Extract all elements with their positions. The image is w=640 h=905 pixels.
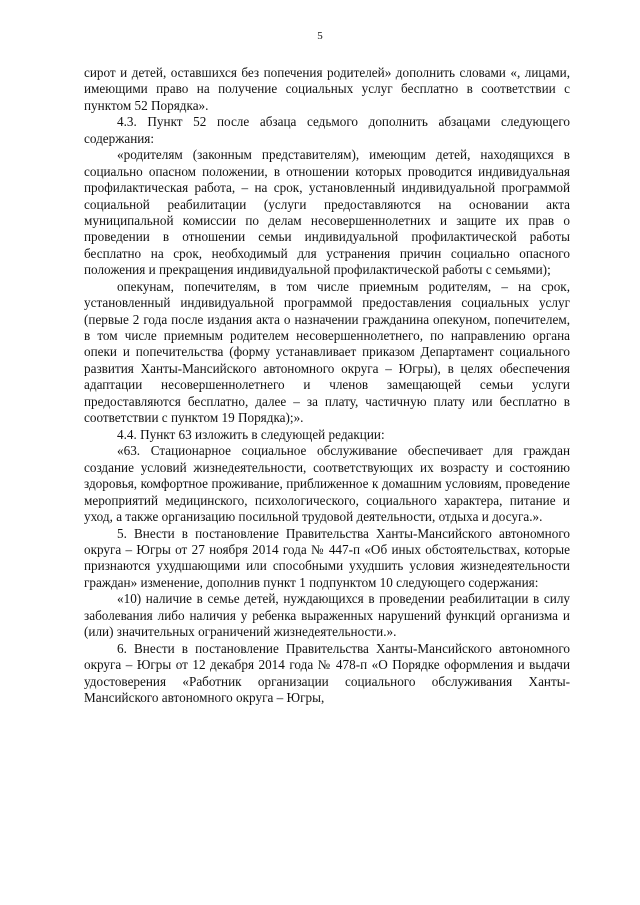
paragraph-4-3: 4.3. Пункт 52 после абзаца седьмого дополнить абзацами следующего содержания: xyxy=(84,114,570,146)
paragraph-10: «10) наличие в семье детей, нуждающихся в проведении реабилитации в силу заболевания либо наличия у ребенка выраженных нарушений функций организма и (или) значительных ограничений жизнедеятельности.». xyxy=(84,591,570,640)
document-body xyxy=(84,65,570,707)
paragraph-guardians: опекунам, попечителям, в том числе приемным родителям, – на срок, установленный индивидуальной программой предоставления социальных услуг (первые 2 года после издания акта о назначении гражданина опекуном, попечителем, в том числе приемным родителем несовершеннолетнего, по направлению органа опеки и попечительства (форму устанавливает приказом Департамент социального развития Ханты-Мансийского автономного округа – Югры), в целях обеспечения адаптации несовершеннолетнего и членов замещающей семьи услуги предоставляются бесплатно, далее – за плату, частичную плату или бесплатно в соответствии с пунктом 19 Порядка);». xyxy=(84,278,570,426)
paragraph-6: 6. Внести в постановление Правительства Ханты-Мансийского автономного округа – Югры от 12 декабря 2014 года № 478-п «О Порядке оформления и выдачи удостоверения «Работник организации социального обслуживания Ханты-Мансийского автономного округа – Югры, xyxy=(84,640,570,705)
page-number: 5 xyxy=(317,30,323,42)
paragraph-63: «63. Стационарное социальное обслуживание обеспечивает для граждан создание условий жизнедеятельности, соответствующих их возрасту и состоянию здоровья, комфортное проживание, приближенное к домашним условиям, проведение мероприятий медицинского, психологического, социального характера, питание и уход, а также организацию посильной трудовой деятельности, отдыха и досуга.». xyxy=(84,443,570,524)
paragraph-continuation: сирот и детей, оставшихся без попечения родителей» дополнить словами «, лицами, имеющими право на получение социальных услуг бесплатно в соответствии с пунктом 52 Порядка». xyxy=(84,65,570,113)
paragraph-4-4: 4.4. Пункт 63 изложить в следующей редакции: xyxy=(117,426,385,442)
paragraph-parents: «родителям (законным представителям), имеющим детей, находящихся в социально опасном положении, в отношении которых проводится индивидуальная профилактическая работа, – на срок, установленный индивидуальной программой социальной реабилитации (услуги предоставляются на основании акта муниципальной комиссии по делам несовершеннолетних и защите их прав о проведении в отношении семьи индивидуальной профилактической работы бесплатно на срок, необходимый для устранения причин социально опасного положения и прекращения индивидуальной профилактической работы с семьями); xyxy=(84,147,570,278)
paragraph-5: 5. Внести в постановление Правительства Ханты-Мансийского автономного округа – Югры от 27 ноября 2014 года № 447-п «Об иных обстоятельствах, которые признаются ухудшающими или способными ухудшить условия жизнедеятельности граждан» изменение, дополнив пункт 1 подпунктом 10 следующего содержания: xyxy=(84,525,570,590)
